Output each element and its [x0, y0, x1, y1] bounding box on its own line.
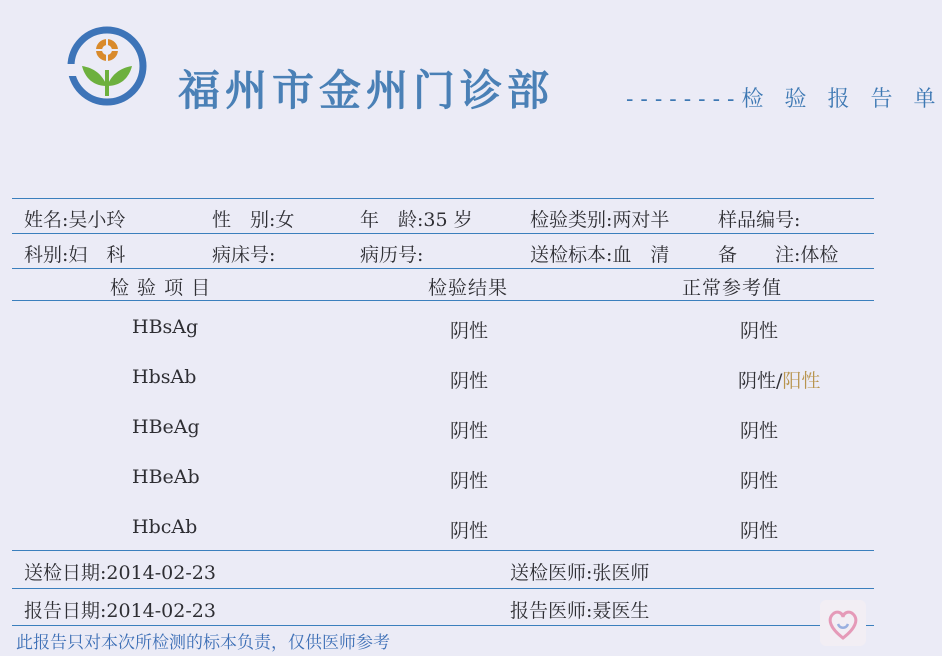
rule-info	[12, 233, 874, 234]
sample-no-field	[718, 205, 800, 232]
specimen-field	[530, 240, 669, 267]
item-result: 阴性	[450, 320, 489, 342]
item-reference: 阴性	[740, 320, 779, 342]
send-date-value: 2014-02-23	[106, 562, 216, 584]
item-result: 阴性	[450, 370, 489, 392]
age-value: 35 岁	[423, 209, 473, 231]
disclaimer-note: 此报告只对本次所检测的标本负责，仅供医师参考	[16, 633, 390, 653]
item-reference: 阴性	[740, 520, 779, 542]
remark-label: 备 注:	[718, 244, 801, 266]
clinic-name: 福州市金州门诊部	[178, 66, 555, 115]
name-field	[24, 205, 125, 232]
name-value: 吴小玲	[68, 209, 126, 231]
item-result: 阴性	[450, 420, 489, 442]
bed-label: 病床号:	[212, 244, 276, 266]
item-reference: 阴性	[740, 470, 779, 492]
specimen-label: 送检标本:	[530, 244, 613, 266]
dept-value: 妇 科	[68, 244, 126, 266]
item-result: 阴性	[450, 520, 489, 542]
report-doctor-field	[510, 596, 649, 623]
header-item: 检 验 项 目	[110, 277, 212, 299]
send-doctor-value: 张医师	[592, 562, 650, 584]
sex-field	[212, 205, 294, 232]
remark-field	[718, 240, 838, 267]
send-doctor-label: 送检医师:	[510, 562, 593, 584]
report-date-value: 2014-02-23	[106, 600, 216, 622]
report-date-label: 报告日期:	[24, 600, 107, 622]
remark-value: 体检	[800, 244, 839, 266]
sex-value: 女	[275, 209, 295, 231]
dept-field	[24, 240, 125, 267]
rule-table-end	[12, 550, 874, 551]
header-result: 检验结果	[428, 277, 509, 299]
item-name: HBsAg	[132, 316, 199, 338]
rule-info-2	[12, 268, 874, 269]
sex-label: 性 别:	[212, 209, 276, 231]
item-reference: 阴性	[740, 420, 779, 442]
bed-field	[212, 240, 275, 267]
exam-type-value: 两对半	[612, 209, 670, 231]
exam-type-field	[530, 205, 669, 232]
send-date-field	[24, 558, 216, 585]
specimen-value: 血 清	[612, 244, 670, 266]
record-field	[360, 240, 423, 267]
item-result: 阴性	[450, 470, 489, 492]
header-reference: 正常参考值	[682, 277, 783, 299]
report-doctor-value: 聂医生	[592, 600, 650, 622]
name-label: 姓名:	[24, 209, 69, 231]
report-title: --------检 验 报 告 单	[626, 87, 942, 112]
dept-label: 科别:	[24, 244, 69, 266]
record-label: 病历号:	[360, 244, 424, 266]
clinic-logo	[60, 26, 156, 108]
item-reference: 阴性/阳性	[738, 370, 821, 392]
report-date-field	[24, 596, 216, 623]
item-name: HbcAb	[132, 516, 198, 538]
sample-no-label: 样品编号:	[718, 209, 801, 231]
exam-type-label: 检验类别:	[530, 209, 613, 231]
send-date-label: 送检日期:	[24, 562, 107, 584]
rule-top	[12, 198, 874, 199]
rule-footer-mid	[12, 588, 874, 589]
item-name: HbsAb	[132, 366, 197, 388]
report-doctor-label: 报告医师:	[510, 600, 593, 622]
age-field	[360, 205, 473, 232]
watermark-heart-icon	[818, 598, 868, 648]
rule-header	[12, 300, 874, 301]
item-name: HBeAb	[132, 466, 200, 488]
item-name: HBeAg	[132, 416, 200, 438]
send-doctor-field	[510, 558, 649, 585]
rule-footer-end	[12, 625, 874, 626]
age-label: 年 龄:	[360, 209, 424, 231]
